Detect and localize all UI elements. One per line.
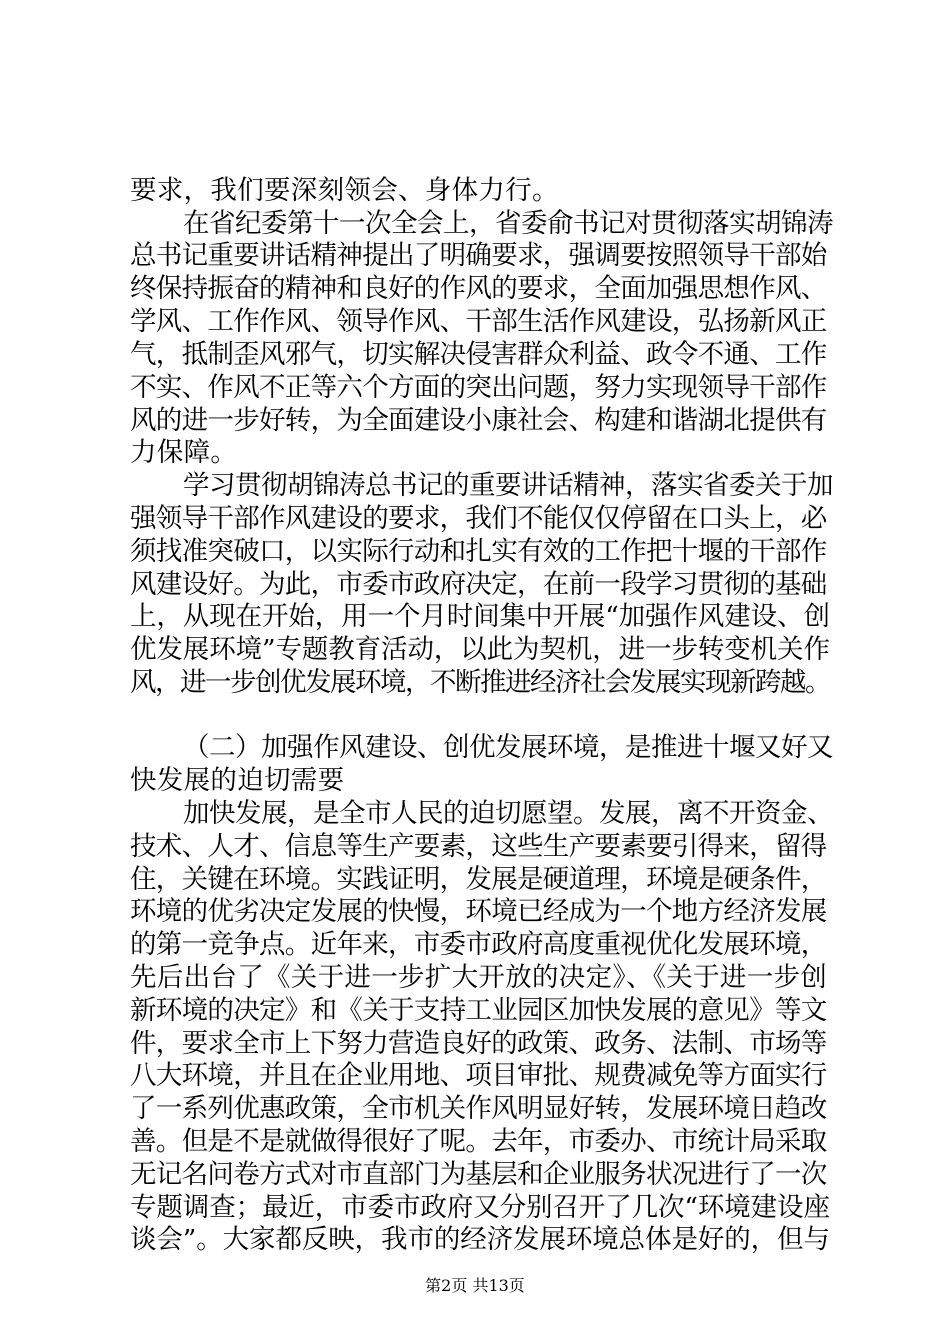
text-line: 总书记重要讲话精神提出了明确要求，强调要按照领导干部始 <box>130 240 827 271</box>
text-line: 不实、作风不正等六个方面的突出问题，努力实现领导干部作 <box>130 372 827 403</box>
paragraph-start-line: 在省纪委第十一次全会上，省委俞书记对贯彻落实胡锦涛 <box>183 208 833 239</box>
text-line: 八大环境，并且在企业用地、项目审批、规费减免等方面实行 <box>130 1060 827 1091</box>
text-line: 了一系列优惠政策，全市机关作风明显好转，发展环境日趋改 <box>130 1093 827 1124</box>
text-line: 件，要求全市上下努力营造良好的政策、政务、法制、市场等 <box>130 1028 827 1059</box>
text-line: 风，进一步创优发展环境，不断推进经济社会发展实现新跨越。 <box>130 667 830 698</box>
text-line: 力保障。 <box>130 437 238 468</box>
text-line: 风建设好。为此，市委市政府决定，在前一段学习贯彻的基础 <box>130 569 827 600</box>
paragraph-start-line: 加快发展，是全市人民的迫切愿望。发展，离不开资金、 <box>183 798 833 829</box>
text-line: 要求，我们要深刻领会、身体力行。 <box>130 175 559 206</box>
paragraph-start-line: 学习贯彻胡锦涛总书记的重要讲话精神，落实省委关于加 <box>183 470 833 501</box>
text-line: 新环境的决定》和《关于支持工业园区加快发展的意见》等文 <box>130 995 827 1026</box>
text-line: 须找准突破口，以实际行动和扎实有效的工作把十堰的干部作 <box>130 536 827 567</box>
text-line: 学风、工作作风、领导作风、干部生活作风建设，弘扬新风正 <box>130 306 827 337</box>
text-line: 强领导干部作风建设的要求，我们不能仅仅停留在口头上，必 <box>130 503 827 534</box>
text-line: 的第一竞争点。近年来，市委市政府高度重视优化发展环境， <box>130 929 827 960</box>
text-line: 专题调查；最近，市委市政府又分别召开了几次“环境建设座 <box>130 1192 830 1223</box>
page-footer: 第2页 共13页 <box>425 1276 525 1295</box>
text-line: 优发展环境”专题教育活动，以此为契机，进一步转变机关作 <box>130 634 830 665</box>
text-line: 风的进一步好转，为全面建设小康社会、构建和谐湖北提供有 <box>130 405 827 436</box>
text-line: 技术、人才、信息等生产要素，这些生产要素要引得来，留得 <box>130 831 827 862</box>
text-line: 先后出台了《关于进一步扩大开放的决定》、《关于进一步创 <box>130 962 828 993</box>
text-line: 谈会”。大家都反映，我市的经济发展环境总体是好的，但与 <box>130 1224 830 1255</box>
text-line: 终保持振奋的精神和良好的作风的要求，全面加强思想作风、 <box>130 273 827 304</box>
text-line: 环境的优劣决定发展的快慢，环境已经成为一个地方经济发展 <box>130 896 827 927</box>
text-line: 无记名问卷方式对市直部门为基层和企业服务状况进行了一次 <box>130 1159 827 1190</box>
text-line: 上，从现在开始，用一个月时间集中开展“加强作风建设、创 <box>130 601 830 632</box>
section-heading-continued: 快发展的迫切需要 <box>130 765 345 796</box>
text-line: 气，抵制歪风邪气，切实解决侵害群众利益、政令不通、工作 <box>130 339 827 370</box>
text-line: 住，关键在环境。实践证明，发展是硬道理，环境是硬条件， <box>130 864 827 895</box>
text-line: 善。但是不是就做得很好了呢。去年，市委办、市统计局采取 <box>130 1126 827 1157</box>
section-heading: （二）加强作风建设、创优发展环境，是推进十堰又好又 <box>183 732 833 763</box>
